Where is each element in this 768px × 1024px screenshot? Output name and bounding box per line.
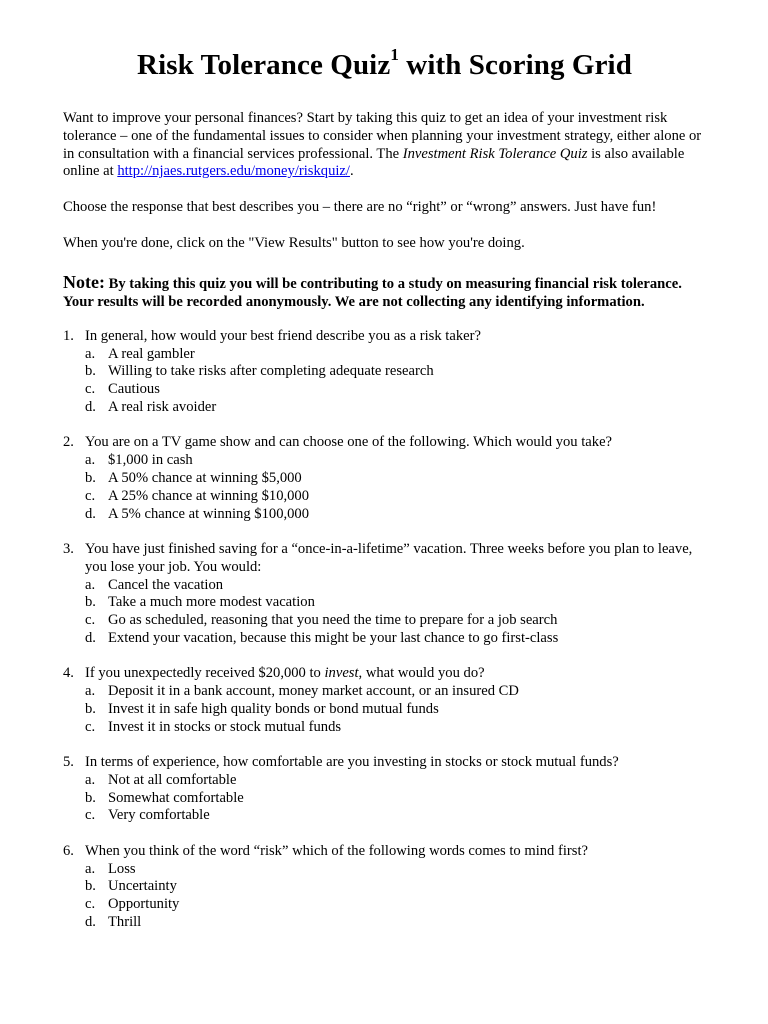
answer-option [85, 399, 706, 417]
answer-option [85, 346, 706, 364]
question-text-part: When you think of the word “risk” which of the following words comes to mind first? [85, 842, 588, 859]
option-text: Uncertainty [108, 878, 177, 895]
answer-option [85, 594, 706, 612]
question-row [63, 328, 706, 346]
option-text: Not at all comfortable [108, 771, 237, 788]
question-text [85, 541, 706, 577]
option-text: A 25% chance at winning $10,000 [108, 487, 310, 504]
title-suffix: with Scoring Grid [398, 49, 632, 81]
answer-option [85, 914, 706, 932]
question-list [63, 328, 706, 932]
option-letter: d. [85, 914, 96, 931]
question-row [63, 665, 706, 683]
question-text [85, 434, 706, 452]
quiz-url-link[interactable]: http://njaes.rutgers.edu/money/riskquiz/ [117, 163, 350, 180]
option-letter: b. [85, 363, 96, 380]
option-letter: c. [85, 896, 96, 913]
option-text: Willing to take risks after completing adequate research [108, 363, 434, 380]
answer-options [63, 452, 706, 523]
results-instruction-paragraph: When you're done, click on the "View Results" button to see how you're doing. [63, 234, 525, 251]
option-text: A 50% chance at winning $5,000 [108, 469, 302, 486]
answer-options [63, 683, 706, 736]
option-text: Somewhat comfortable [108, 789, 244, 806]
option-text: Cancel the vacation [108, 576, 224, 593]
option-letter: a. [85, 683, 96, 700]
question-text-part: In general, how would your best friend describe you as a risk taker? [85, 327, 481, 344]
question-text-part: , what would you do? [358, 665, 485, 682]
note-text: By taking this quiz you will be contributing to a study on measuring financial risk tolerance. Your results will be recorded anonymously. We are not collecting any identifying information. [63, 275, 682, 310]
question-number: 6. [63, 842, 74, 859]
answer-option [85, 381, 706, 399]
option-text: A real risk avoider [108, 398, 217, 415]
answer-options [63, 346, 706, 417]
option-letter: c. [85, 381, 96, 398]
intro-text: Want to improve your personal finances? Start by taking this quiz to get an idea of your investment risk tolerance – one of the fundamental issues to consider when planning your investment strategy, either alone or in consultation with a financial services professional. The [63, 110, 702, 162]
option-letter: b. [85, 878, 96, 895]
option-text: Thrill [108, 914, 142, 931]
note-label: Note: [63, 271, 105, 292]
question-text [85, 754, 706, 772]
option-letter: a. [85, 345, 96, 362]
question-row [63, 541, 706, 577]
question-text-part: In terms of experience, how comfortable are you investing in stocks or stock mutual funds? [85, 754, 619, 771]
question-6 [63, 843, 706, 932]
answer-option [85, 790, 706, 808]
option-text: A 5% chance at winning $100,000 [108, 505, 310, 522]
question-row [63, 434, 706, 452]
question-text [85, 328, 706, 346]
question-text-part: If you unexpectedly received $20,000 to [85, 665, 325, 682]
question-text-italic: invest [324, 665, 359, 682]
option-text: Invest it in safe high quality bonds or bond mutual funds [108, 700, 439, 717]
option-letter: c. [85, 487, 96, 504]
answer-option [85, 452, 706, 470]
answer-option [85, 878, 706, 896]
option-letter: d. [85, 629, 96, 646]
intro-text-end: . [349, 163, 354, 180]
option-text: Take a much more modest vacation [108, 594, 315, 611]
instruction-paragraph: Choose the response that best describes you – there are no “right” or “wrong” answers. Just have fun! [63, 199, 657, 216]
option-text: Very comfortable [108, 807, 210, 824]
answer-option [85, 701, 706, 719]
answer-option [85, 363, 706, 381]
option-letter: b. [85, 700, 96, 717]
option-letter: b. [85, 469, 96, 486]
answer-option [85, 683, 706, 701]
answer-option [85, 807, 706, 825]
answer-option [85, 630, 706, 648]
title-text: Risk Tolerance Quiz [137, 49, 391, 81]
option-text: Extend your vacation, because this might be your last chance to go first-class [108, 629, 559, 646]
title-footnote-marker: 1 [390, 45, 399, 65]
question-2 [63, 434, 706, 523]
option-text: Cautious [108, 381, 160, 398]
option-letter: a. [85, 860, 96, 877]
option-letter: d. [85, 505, 96, 522]
option-text: Deposit it in a bank account, money market account, or an insured CD [108, 683, 519, 700]
option-letter: c. [85, 612, 96, 629]
option-letter: d. [85, 398, 96, 415]
quiz-name-italic: Investment Risk Tolerance Quiz [402, 145, 588, 162]
question-number: 2. [63, 434, 74, 451]
question-text-part: You are on a TV game show and can choose one of the following. Which would you take? [85, 434, 613, 451]
answer-option [85, 896, 706, 914]
question-5 [63, 754, 706, 825]
question-row [63, 843, 706, 861]
answer-option [85, 577, 706, 595]
question-number: 1. [63, 327, 74, 344]
answer-option [85, 719, 706, 737]
option-text: Loss [108, 860, 136, 877]
answer-option [85, 861, 706, 879]
note-paragraph [63, 273, 706, 311]
option-letter: a. [85, 771, 96, 788]
question-text [85, 843, 706, 861]
answer-option [85, 506, 706, 524]
question-number: 5. [63, 754, 74, 771]
intro-paragraph [63, 110, 706, 181]
answer-options [63, 577, 706, 648]
option-letter: b. [85, 789, 96, 806]
option-letter: b. [85, 594, 96, 611]
option-text: $1,000 in cash [108, 452, 193, 469]
question-number: 3. [63, 540, 74, 557]
answer-option [85, 612, 706, 630]
question-1 [63, 328, 706, 417]
option-letter: c. [85, 718, 96, 735]
question-text-part: You have just finished saving for a “once-in-a-lifetime” vacation. Three weeks before you plan to leave, you lose your job. You would: [85, 540, 693, 575]
option-text: Opportunity [108, 896, 180, 913]
question-4 [63, 665, 706, 736]
option-text: Invest it in stocks or stock mutual funds [108, 718, 342, 735]
page-title [63, 0, 706, 84]
answer-option [85, 470, 706, 488]
intro-text-mid: is also available online at [63, 145, 685, 180]
question-3 [63, 541, 706, 648]
question-row [63, 754, 706, 772]
option-letter: a. [85, 452, 96, 469]
answer-options [63, 861, 706, 932]
answer-option [85, 488, 706, 506]
answer-options [63, 772, 706, 825]
option-text: A real gambler [108, 345, 195, 362]
option-letter: c. [85, 807, 96, 824]
option-text: Go as scheduled, reasoning that you need the time to prepare for a job search [108, 612, 558, 629]
option-letter: a. [85, 576, 96, 593]
answer-option [85, 772, 706, 790]
question-number: 4. [63, 665, 74, 682]
question-text [85, 665, 706, 683]
